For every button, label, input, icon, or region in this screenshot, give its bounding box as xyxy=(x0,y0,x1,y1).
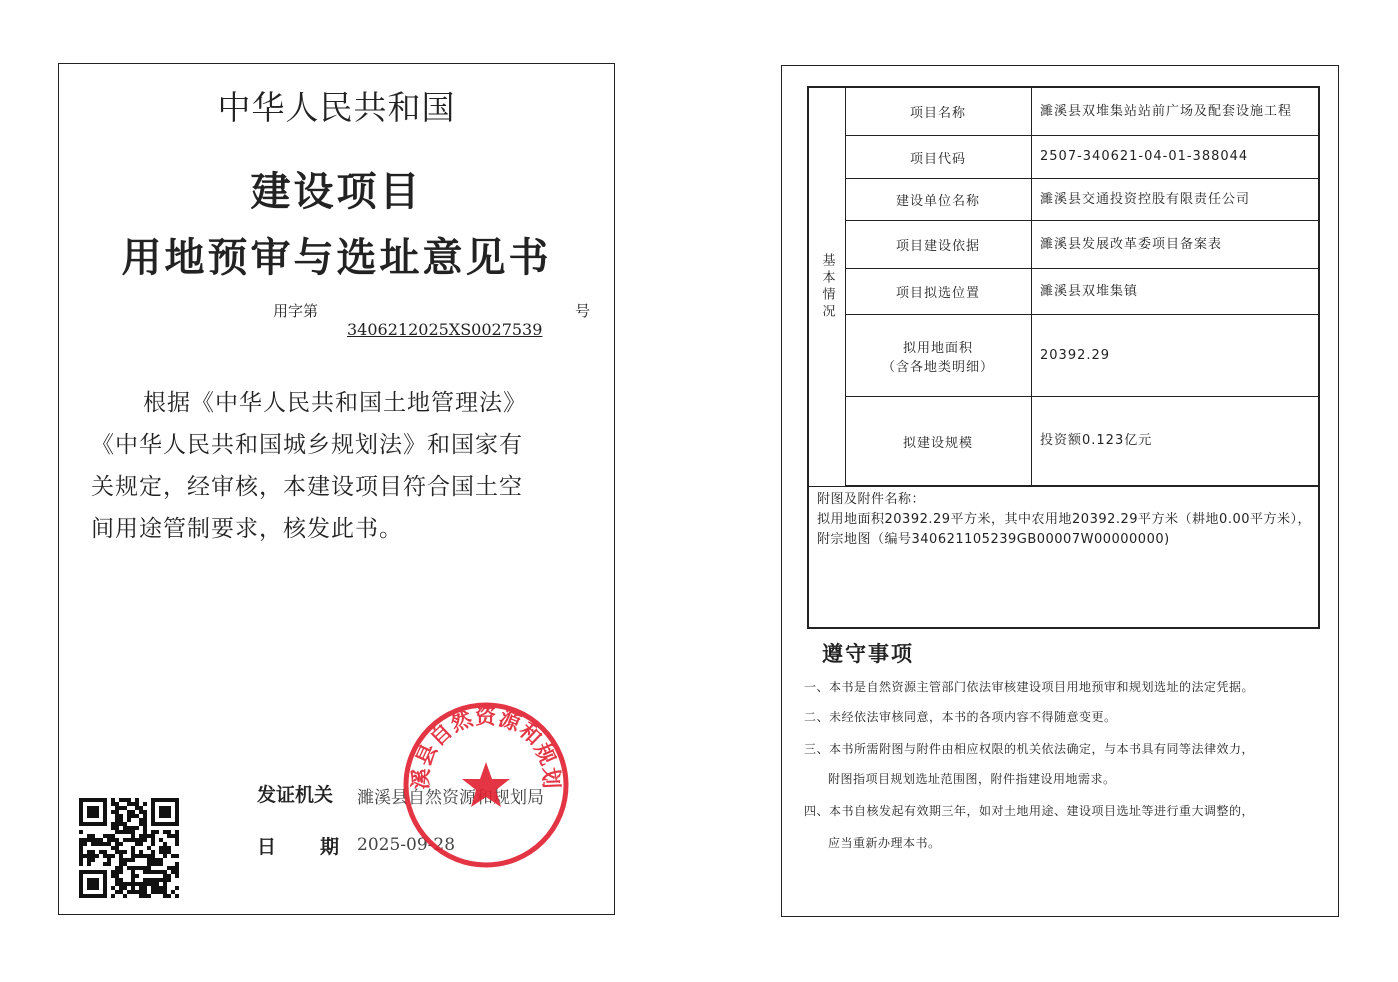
date-value: 2025-09-28 xyxy=(357,835,456,855)
row-value: 20392.29 xyxy=(1040,347,1111,363)
row-label: 拟建设规模 xyxy=(845,397,1032,485)
row-value: 濉溪县交通投资控股有限责任公司 xyxy=(1040,191,1251,207)
attachments-title: 附图及附件名称： xyxy=(817,492,926,507)
document-title-line1: 建设项目 xyxy=(250,168,423,215)
certificate-cover-page xyxy=(58,63,615,915)
rules-title: 遵守事项 xyxy=(822,641,914,666)
table-row xyxy=(845,179,1320,221)
row-label: 建设单位名称 xyxy=(845,179,1032,220)
table-divider xyxy=(809,486,1318,487)
row-value: 濉溪县发展改革委项目备案表 xyxy=(1040,236,1223,252)
basic-info-table xyxy=(807,86,1320,629)
country-name: 中华人民共和国 xyxy=(217,88,456,127)
row-label: 项目名称 xyxy=(845,88,1032,135)
doc-number-prefix: 用字第 xyxy=(273,302,319,320)
rule-item: 三、本书所需附图与附件由相应权限的机关依法确定，与本书具有同等法律效力， xyxy=(804,742,1255,756)
attachments-text: 拟用地面积20392.29平方米，其中农用地20392.29平方米（耕地0.00平方米），附宗地图（编号340621105239GB00007W00000000) xyxy=(817,512,1312,547)
rule-item: 二、未经依法审核同意，本书的各项内容不得随意变更。 xyxy=(804,710,1117,724)
table-row xyxy=(845,269,1320,315)
certificate-info-page xyxy=(781,65,1339,917)
rule-item: 应当重新办理本书。 xyxy=(828,836,941,850)
rule-item: 四、本书自核发起有效期三年，如对土地用途、建设项目选址等进行重大调整的， xyxy=(804,804,1255,818)
table-row xyxy=(845,315,1320,397)
date-label-char: 日 xyxy=(257,836,277,858)
body-line: 关规定，经审核，本建设项目符合国土空 xyxy=(91,474,523,500)
doc-number: 3406212025XS0027539 xyxy=(347,320,543,339)
table-row xyxy=(845,136,1320,179)
doc-number-suffix: 号 xyxy=(575,302,591,320)
qr-code-icon xyxy=(79,798,179,898)
issuer-value: 濉溪县自然资源和规划局 xyxy=(357,788,544,808)
row-value: 濉溪县双堆集站站前广场及配套设施工程 xyxy=(1040,103,1293,119)
table-row xyxy=(845,88,1320,136)
official-seal xyxy=(401,700,571,870)
row-value: 2507-340621-04-01-388044 xyxy=(1040,149,1249,164)
certificate-body xyxy=(91,382,591,550)
row-label-main: 拟用地面积 xyxy=(902,340,973,356)
row-label: 项目建设依据 xyxy=(845,221,1032,268)
side-label: 基本情况 xyxy=(819,253,835,321)
body-line: 根据《中华人民共和国土地管理法》 xyxy=(143,390,527,416)
row-value: 投资额0.123亿元 xyxy=(1040,433,1153,448)
row-label: 项目拟选位置 xyxy=(845,269,1032,314)
document-title-line2: 用地预审与选址意见书 xyxy=(121,234,552,281)
row-label-sub: （含各地类明细） xyxy=(881,359,994,375)
date-label-char: 期 xyxy=(319,836,339,858)
table-row xyxy=(845,397,1320,486)
row-label: 项目代码 xyxy=(845,136,1032,178)
row-label xyxy=(845,315,1032,396)
body-line: 《中华人民共和国城乡规划法》和国家有 xyxy=(91,432,523,458)
rule-item: 一、本书是自然资源主管部门依法审核建设项目用地预审和规划选址的法定凭据。 xyxy=(804,680,1255,694)
body-line: 间用途管制要求，核发此书。 xyxy=(91,516,403,542)
rule-item: 附图指项目规划选址范围图，附件指建设用地需求。 xyxy=(828,772,1116,786)
issuer-label: 发证机关 xyxy=(257,784,334,806)
table-row xyxy=(845,221,1320,269)
row-value: 濉溪县双堆集镇 xyxy=(1040,283,1139,299)
date-label xyxy=(257,832,339,859)
svg-text:濉溪县自然资源和规划局: 溪县自然资源和规划 xyxy=(408,704,564,791)
attachments-section xyxy=(817,490,1314,550)
